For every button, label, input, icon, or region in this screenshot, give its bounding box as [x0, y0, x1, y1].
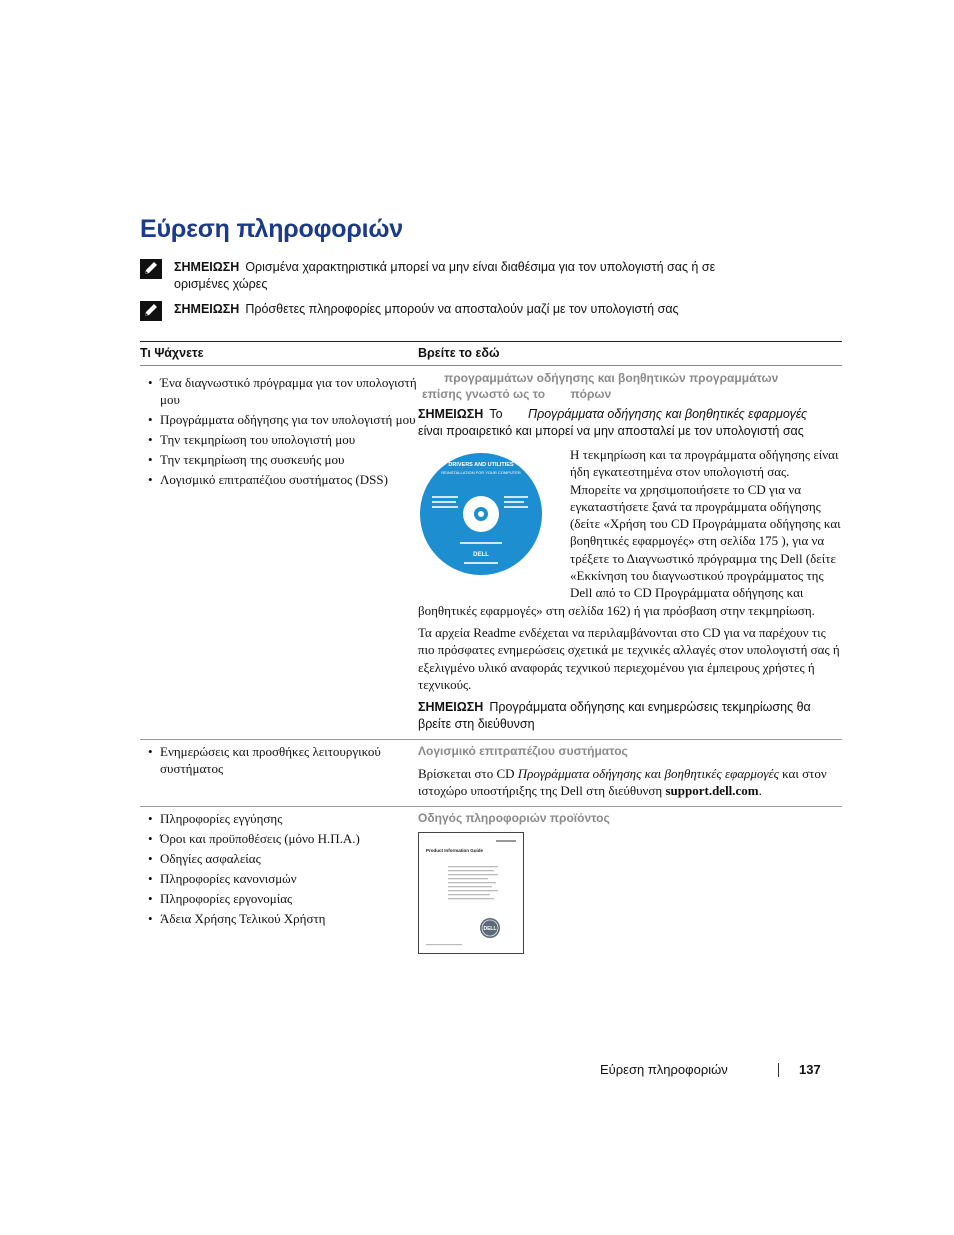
cd-description: Η τεκμηρίωση και τα προγράμματα οδήγησης είναι ήδη εγκατεστημένα στον υπολογιστή σας. Μπορείτε να χρησιμοποιήσετε το CD για να εγκαταστήσετε ξανά τα προγράμματα οδήγησης (δείτε «Χρήση του CD Προγράμματα οδήγησης και βοηθητικές εφαρμογές» στη σελίδα 175 ), για να τρέξετε το Διαγνωστικό πρόγραμμα της Dell (δείτε «Εκκίνηση του διαγνωστικού προγράμματος της Dell από το CD Προγράμματα οδήγησης και βοηθητικές εφαρμογές» στη σελίδα 162) ή για πρόσβαση στην τεκμηρίωση.	[418, 447, 841, 618]
list-item: • Οδηγίες ασφαλείας	[148, 850, 418, 867]
text-part: Βρίσκεται στο CD	[418, 766, 515, 782]
note-label: ΣΗΜΕΙΩΣΗ	[418, 407, 484, 421]
cd-label-top: DRIVERS AND UTILITIES	[448, 462, 514, 468]
list-item: • Την τεκμηρίωση του υπολογιστή μου	[148, 431, 418, 448]
note-pencil-icon	[140, 259, 162, 279]
cd-brand: DELL	[473, 552, 489, 558]
column-header-what: Τι Ψάχνετε	[140, 342, 418, 366]
list-item: • Άδεια Χρήσης Τελικού Χρήστη	[148, 910, 418, 927]
product-guide-icon	[418, 832, 524, 954]
guide-brand: DELL	[483, 925, 497, 932]
footer-divider	[778, 1063, 779, 1077]
note-2	[140, 301, 780, 318]
table-row	[140, 806, 842, 962]
support-url: support.dell.com	[665, 783, 759, 799]
note-pencil-icon	[140, 301, 162, 321]
info-table	[140, 341, 842, 962]
table-row	[140, 740, 842, 807]
cd-section	[418, 446, 842, 733]
guide-header: Product Information Guide	[426, 847, 483, 853]
list-item: • Προγράμματα οδήγησης για τον υπολογιστή μου	[148, 411, 418, 428]
list-item: • Πληροφορίες κανονισμών	[148, 870, 418, 887]
text-end: .	[758, 783, 762, 799]
note-updates	[418, 699, 842, 733]
item-list	[140, 743, 418, 777]
note-label: ΣΗΜΕΙΩΣΗ	[174, 302, 240, 316]
cd-name: Προγράμματα οδήγησης και βοηθητικές εφαρμογές	[517, 766, 779, 782]
source-title-part: επίσης γνωστό ως το	[422, 387, 546, 401]
cd-label-sub: REINSTALLATION FOR YOUR COMPUTER	[441, 470, 521, 475]
page-number: 137	[799, 1062, 821, 1077]
page-title: Εύρεση πληροφοριών	[140, 215, 403, 243]
list-item: • Πληροφορίες εγγύησης	[148, 810, 418, 827]
dss-description	[418, 765, 842, 800]
text-part: και στον ιστοχώρο υποστήριξης της Dell στη διεύθυνση	[418, 766, 827, 799]
note-label: ΣΗΜΕΙΩΣΗ	[418, 700, 484, 715]
page-footer	[600, 1062, 822, 1077]
item-list	[140, 374, 418, 488]
cd-image	[418, 452, 566, 590]
list-item: • Λογισμικό επιτραπέζιου συστήματος (DSS)	[148, 471, 418, 488]
column-header-where: Βρείτε το εδώ	[418, 342, 842, 366]
source-title: Οδηγός πληροφοριών προϊόντος	[418, 810, 610, 825]
table-row	[140, 366, 842, 740]
guide-image	[418, 832, 524, 954]
note-text: Ορισμένα χαρακτηριστικά μπορεί να μην είναι διαθέσιμα για τον υπολογιστή σας ή σε	[245, 260, 716, 274]
list-item: • Όροι και προϋποθέσεις (μόνο Η.Π.Α.)	[148, 830, 418, 847]
list-item: • Ένα διαγνωστικό πρόγραμμα για τον υπολογιστή μου	[148, 374, 418, 408]
note-optional-cd	[418, 406, 842, 440]
note-text: είναι προαιρετικό και μπορεί να μην αποσταλεί με τον υπολογιστή σας	[418, 424, 804, 438]
footer-section: Εύρεση πληροφοριών	[600, 1062, 728, 1077]
source-title-part: πόρων	[570, 387, 612, 401]
source-title: προγραμμάτων οδήγησης και βοηθητικών προγραμμάτων	[444, 371, 779, 385]
note-1	[140, 259, 780, 293]
readme-description: Τα αρχεία Readme ενδέχεται να περιλαμβάνονται στο CD για να παρέχουν τις πιο πρόσφατες ενημερώσεις σχετικά με τεχνικές αλλαγές στον υπολογιστή σας ή εξελιγμένο υλικό αναφοράς τεχνικού περιεχομένου για έμπειρους χρήστες ή τεχνικούς.	[418, 624, 840, 692]
note-label: ΣΗΜΕΙΩΣΗ	[174, 260, 240, 274]
source-title-cont	[418, 386, 842, 402]
note-text-line2: ορισμένες χώρες	[174, 277, 268, 291]
note-cd-name: Προγράμματα οδήγησης και βοηθητικές εφαρμογές	[528, 407, 808, 421]
item-list	[140, 810, 418, 927]
note-to: Το	[489, 407, 503, 421]
list-item: • Πληροφορίες εργονομίας	[148, 890, 418, 907]
drivers-cd-icon	[418, 452, 556, 576]
note-text: Προγράμματα οδήγησης και ενημερώσεις τεκμηρίωσης θα βρείτε στη διεύθυνση	[418, 700, 811, 732]
source-title: Λογισμικό επιτραπέζιου συστήματος	[418, 744, 628, 759]
list-item: • Ενημερώσεις και προσθήκες λειτουργικού συστήματος	[148, 743, 418, 777]
note-text: Πρόσθετες πληροφορίες μπορούν να αποσταλούν μαζί με τον υπολογιστή σας	[245, 302, 679, 316]
list-item: • Την τεκμηρίωση της συσκευής μου	[148, 451, 418, 468]
